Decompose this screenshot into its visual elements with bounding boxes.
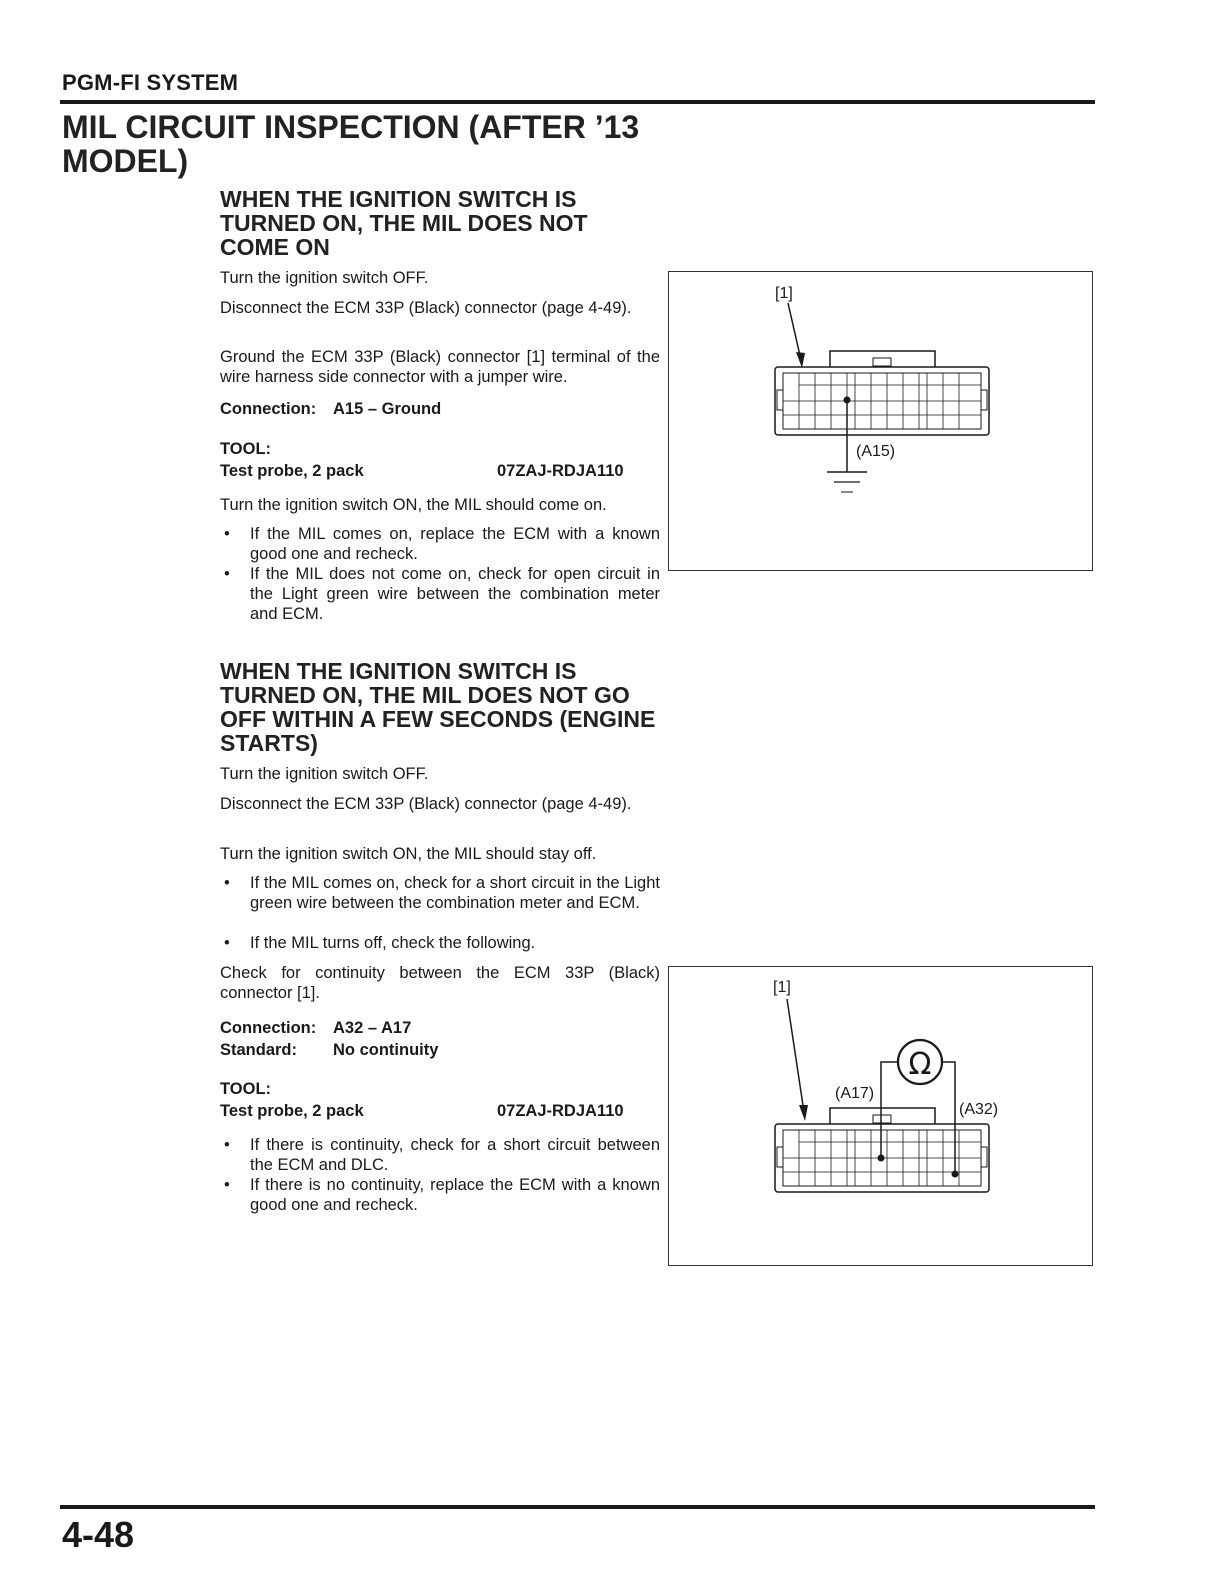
section1-connection-label: Connection: [220, 400, 317, 418]
connector-continuity-diagram [669, 967, 1092, 1265]
section1-bullet-text: If the MIL comes on, replace the ECM with a known good one and recheck. [250, 525, 660, 563]
section1-bullet-text: If the MIL does not come on, check for open circuit in the Light green wire between the combination meter and ECM. [250, 565, 660, 623]
ohm-symbol: Ω [908, 1047, 932, 1082]
ground-symbol [827, 472, 867, 492]
terminal-a17-label: (A17) [835, 1085, 875, 1102]
section2-tool-part: 07ZAJ-RDJA110 [497, 1102, 624, 1120]
connector-ground-diagram [669, 272, 1092, 570]
section-label: PGM-FI SYSTEM [62, 70, 239, 95]
section1-step3: Ground the ECM 33P (Black) connector [1] terminal of the wire harness side connector with a jumper wire. [220, 348, 660, 386]
section2-standard-label: Standard: [220, 1041, 298, 1059]
section1-step1: Turn the ignition switch OFF. [220, 269, 429, 287]
bullet-dot: • [224, 565, 230, 583]
bullet-dot: • [224, 934, 230, 952]
probe-lead-a17 [881, 1062, 898, 1157]
callout-label: [1] [773, 979, 791, 996]
page-number: 4-48 [62, 1514, 135, 1555]
callout-leader [787, 999, 804, 1112]
section1-tool-label: TOOL: [220, 440, 272, 458]
bullet-dot: • [224, 874, 230, 892]
section2-bullet [224, 873, 660, 933]
section2-heading: WHEN THE IGNITION SWITCH IS TURNED ON, THE MIL DOES NOT GO OFF WITHIN A FEW SECONDS (ENGINE STARTS) [220, 658, 656, 756]
ecm-connector [775, 1108, 989, 1192]
terminal-a15-label: (A15) [856, 443, 896, 460]
section1-bullet [224, 524, 660, 564]
section2-connection-label: Connection: [220, 1019, 317, 1037]
section1-bullet [224, 564, 660, 624]
callout-arrowhead [799, 1105, 808, 1121]
section2-bullet [224, 1135, 660, 1175]
bullet-dot: • [224, 1176, 230, 1194]
section2-bullet-text: If the MIL turns off, check the following. [250, 934, 536, 952]
section2-step3: Turn the ignition switch ON, the MIL should stay off. [220, 845, 597, 863]
section2-connection-value: A32 – A17 [333, 1019, 412, 1037]
section2-standard-value: No continuity [333, 1041, 439, 1059]
section1-connection-value: A15 – Ground [333, 400, 442, 418]
section2-bullet-text: If there is continuity, check for a short circuit between the ECM and DLC. [250, 1136, 660, 1174]
terminal-a32-label: (A32) [959, 1101, 999, 1118]
callout-label: [1] [775, 285, 793, 302]
bullet-dot: • [224, 1136, 230, 1154]
top-rule [60, 100, 1095, 104]
section1-step2: Disconnect the ECM 33P (Black) connector (page 4-49). [220, 299, 632, 317]
ecm-connector [775, 351, 989, 435]
terminal-a32-dot [952, 1171, 959, 1178]
section2-step1: Turn the ignition switch OFF. [220, 765, 429, 783]
section1-step4: Turn the ignition switch ON, the MIL should come on. [220, 496, 607, 514]
ohmmeter-icon [898, 1040, 942, 1084]
figure-connector-ground [668, 271, 1093, 571]
callout-arrowhead [796, 352, 805, 368]
section2-bullet [224, 1175, 660, 1215]
section1-tool-part: 07ZAJ-RDJA110 [497, 462, 624, 480]
callout-leader [788, 303, 801, 360]
section2-step2: Disconnect the ECM 33P (Black) connector (page 4-49). [220, 795, 632, 813]
section2-tool-label: TOOL: [220, 1080, 272, 1098]
section1-tool-name: Test probe, 2 pack [220, 462, 364, 480]
figure-connector-continuity [668, 966, 1093, 1266]
section2-bullet [224, 933, 660, 953]
bottom-rule [60, 1505, 1095, 1509]
section2-bullet-text: If there is no continuity, replace the ECM with a known good one and recheck. [250, 1176, 660, 1214]
section1-heading: WHEN THE IGNITION SWITCH IS TURNED ON, THE MIL DOES NOT COME ON [220, 186, 588, 260]
probe-lead-a32 [942, 1062, 955, 1172]
page-title: MIL CIRCUIT INSPECTION (AFTER ’13 MODEL) [62, 109, 640, 179]
section2-step4: Check for continuity between the ECM 33P (Black) connector [1]. [220, 964, 660, 1002]
terminal-a17-dot [878, 1155, 885, 1162]
section2-bullet-text: If the MIL comes on, check for a short circuit in the Light green wire between the combination meter and ECM. [250, 874, 660, 912]
section2-tool-name: Test probe, 2 pack [220, 1102, 364, 1120]
bullet-dot: • [224, 525, 230, 543]
